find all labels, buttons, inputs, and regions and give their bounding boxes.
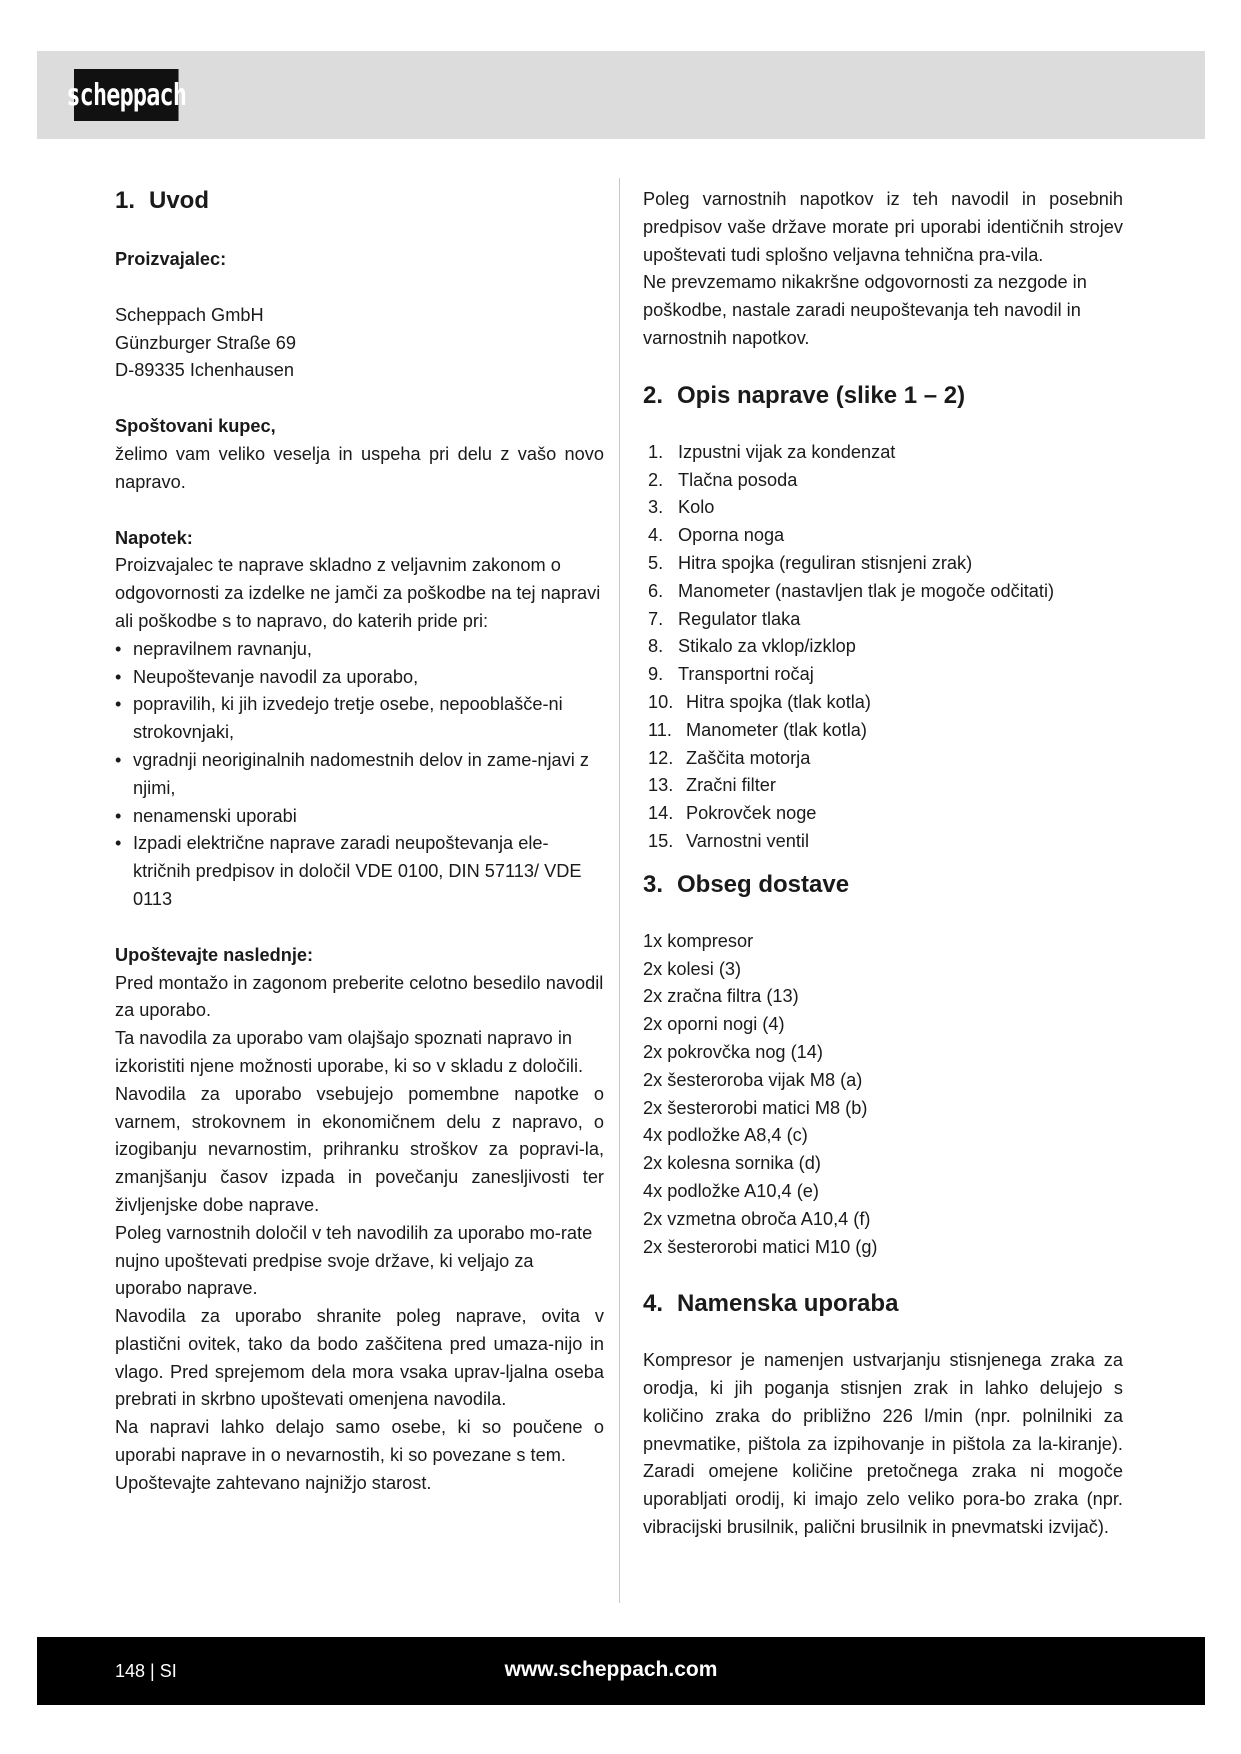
section-4-heading: 4. Namenska uporaba (643, 1290, 899, 1318)
address-line: D-89335 Ichenhausen (115, 360, 294, 381)
greeting-label: Spoštovani kupec, (115, 416, 276, 437)
column-divider (619, 178, 620, 1603)
list-item: 1. Izpustni vijak za kondenzat (648, 441, 896, 462)
paragraph: Pred montažo in zagonom preberite celotno besedilo navodil za uporabo. (115, 972, 604, 1021)
delivery-item: 2x vzmetna obroča A10,4 (f) (643, 1208, 871, 1229)
paragraph: Na napravi lahko delajo samo osebe, ki so poučene o uporabi naprave in o nevarnostih, ki so povezane s tem. (115, 1417, 604, 1466)
list-item: • nepravilnem ravnanju, (115, 636, 604, 664)
note-label: Napotek: (115, 527, 193, 548)
list-item: 5. Hitra spojka (reguliran stisnjeni zrak) (648, 552, 973, 573)
list-item: • Izpadi električne naprave zaradi neupoštevanja ele-ktričnih predpisov in določil VDE 0100, DIN 57113/ VDE 0113 (115, 830, 604, 913)
delivery-item: 2x šesterorobi matici M10 (g) (643, 1236, 878, 1257)
list-item: • popravilih, ki jih izvedejo tretje osebe, nepooblašče-ni strokovnjaki, (115, 691, 604, 747)
observe-label: Upoštevajte naslednje: (115, 944, 314, 965)
right-column (643, 186, 1123, 1542)
list-item: 13. Zračni filter (648, 775, 776, 796)
header-band (37, 51, 1205, 139)
delivery-item: 4x podložke A8,4 (c) (643, 1125, 808, 1146)
paragraph: Navodila za uporabo shranite poleg naprave, ovita v plastični ovitek, tako da bodo zaščitena pred umaza-nijo in vlago. Pred sprejemom dela mora vsaka uprav-ljalna oseba prebrati in skrbno upoštevati omenjena navodila. (115, 1306, 604, 1410)
list-item: 7. Regulator tlaka (648, 608, 801, 629)
website-link[interactable]: www.scheppach.com (504, 1658, 718, 1681)
delivery-item: 2x kolesi (3) (643, 958, 742, 979)
list-item: 9. Transportni ročaj (648, 664, 814, 685)
manufacturer-label: Proizvajalec: (115, 249, 227, 269)
liability-list (115, 636, 604, 914)
list-item: 6. Manometer (nastavljen tlak je mogoče odčitati) (648, 580, 1055, 601)
delivery-item: 1x kompresor (643, 930, 754, 951)
address-line: Scheppach GmbH (115, 304, 264, 325)
paragraph: Ne prevzemamo nikakršne odgovornosti za nezgode in poškodbe, nastale zaradi neupoštevanja teh navodil in varnostnih napotkov. (643, 272, 1087, 348)
paragraph: Poleg varnostnih napotkov iz teh navodil in posebnih predpisov vaše države morate pri uporabi identičnih strojev upoštevati tudi splošno veljavna tehnična pra-vila. (643, 189, 1123, 265)
list-item: • vgradnji neoriginalnih nadomestnih delov in zame-njavi z njimi, (115, 747, 604, 803)
delivery-item: 2x zračna filtra (13) (643, 986, 799, 1007)
paragraph: Upoštevajte zahtevano najnižjo starost. (115, 1472, 432, 1493)
paragraph: Ta navodila za uporabo vam olajšajo spoznati napravo in izkoristiti njene možnosti uporabe, ki so v skladu z določili. (115, 1028, 584, 1076)
list-item: 12. Zaščita motorja (648, 747, 811, 768)
page-number: 148 | SI (115, 1661, 177, 1681)
paragraph: Poleg varnostnih določil v teh navodilih za uporabo mo-rate nujno upoštevati predpise svoje države, ki veljajo za uporabo naprave. (115, 1222, 593, 1299)
list-item: • nenamenski uporabi (115, 803, 604, 831)
delivery-item: 4x podložke A10,4 (e) (643, 1180, 819, 1201)
list-item: 15. Varnostni ventil (648, 830, 809, 851)
delivery-item: 2x kolesna sornika (d) (643, 1153, 821, 1174)
list-item: 8. Stikalo za vklop/izklop (648, 636, 856, 657)
left-column (115, 186, 604, 1498)
section-1-heading: 1. Uvod (115, 187, 209, 214)
usage-text: Kompresor je namenjen ustvarjanju stisnjenega zraka za orodja, ki jih poganja stisnjen zrak in lahko delujejo s količino zraka do približno 226 l/min (npr. polnilniki za pnevmatike, pištola za izpihovanje in pištola za la-kiranje). Zaradi omejene količine pretočnega zraka ni mogoče uporabljati orodij, ki imajo zelo veliko pora-bo zraka (npr. vibracijski brusilnik, palični brusilnik in pnevmatski izvijač). (643, 1350, 1123, 1538)
list-item: 3. Kolo (648, 497, 715, 518)
list-item: 10. Hitra spojka (tlak kotla) (648, 691, 871, 712)
delivery-item: 2x pokrovčka nog (14) (643, 1041, 823, 1062)
list-item: • Neupoštevanje navodil za uporabo, (115, 664, 604, 692)
section-3-heading: 3. Obseg dostave (643, 870, 850, 898)
greeting-text: želimo vam veliko veselja in uspeha pri delu z vašo novo napravo. (115, 443, 604, 492)
list-item: 4. Oporna noga (648, 525, 785, 546)
parts-list (643, 439, 1123, 856)
list-item: 11. Manometer (tlak kotla) (648, 719, 867, 740)
scheppach-logo: scheppach (74, 69, 179, 121)
paragraph: Navodila za uporabo vsebujejo pomembne napotke o varnem, strokovnem in ekonomičnem delu z napravo, o izogibanju nevarnostim, prihranku stroškov za popravi-la, zmanjšanju časov izpada in povečanju zanesljivosti ter življenjske dobe naprave. (115, 1083, 604, 1215)
delivery-item: 2x oporni nogi (4) (643, 1014, 785, 1035)
note-text: Proizvajalec te naprave skladno z veljavnim zakonom o odgovornosti za izdelke ne jamči za poškodbe na tej napravi ali poškodbe s to napravo, do katerih pride pri: (115, 555, 601, 631)
list-item: 2. Tlačna posoda (648, 469, 798, 490)
section-2-heading: 2. Opis naprave (slike 1 – 2) (643, 381, 966, 409)
delivery-item: 2x šesterorobi matici M8 (b) (643, 1097, 868, 1118)
list-item: 14. Pokrovček noge (648, 803, 817, 824)
address-line: Günzburger Straße 69 (115, 332, 296, 353)
footer-band (37, 1637, 1205, 1705)
delivery-item: 2x šesteroroba vijak M8 (a) (643, 1069, 863, 1090)
